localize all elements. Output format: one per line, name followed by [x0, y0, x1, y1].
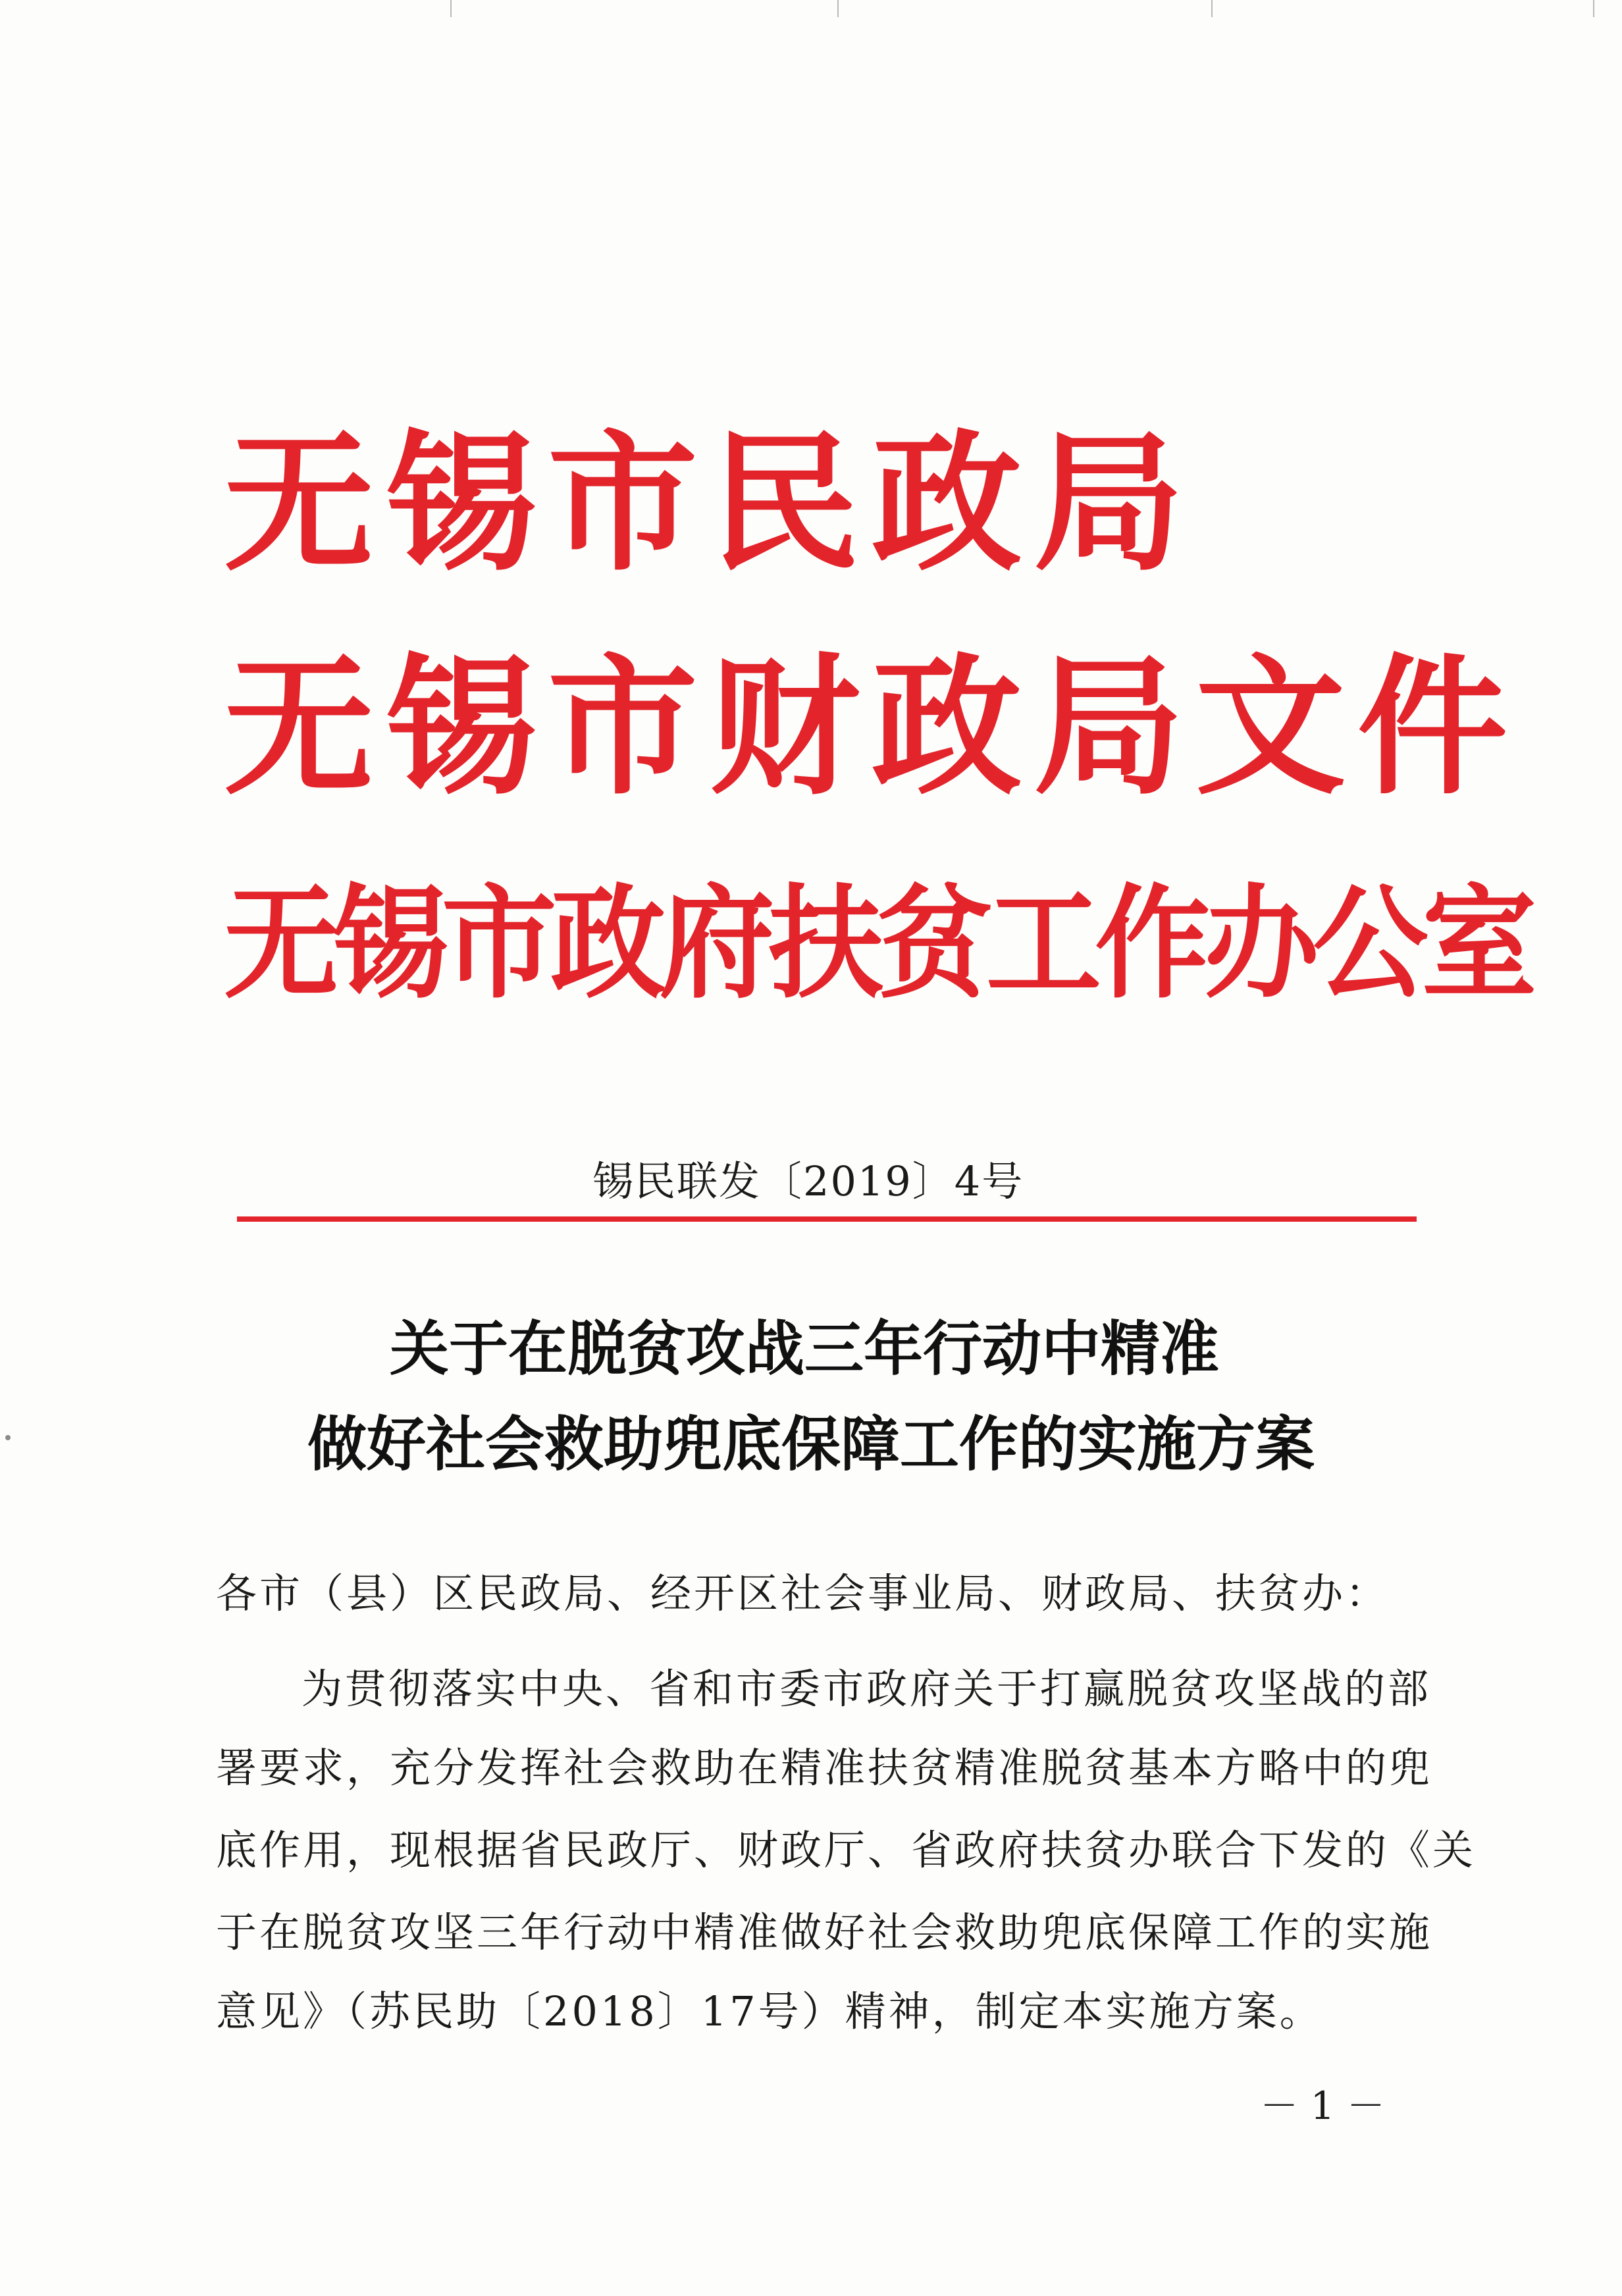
issuer-poverty-alleviation-office: 无锡市政府扶贫工作办公室 [224, 871, 1531, 1015]
crop-mark [837, 0, 839, 17]
body-line: 于在脱贫攻坚三年行动中精准做好社会救助兜底保障工作的实施 [216, 1908, 1433, 1956]
document-title-line-1: 关于在脱贫攻战三年行动中精准 [390, 1315, 1219, 1384]
body-line: 底作用，现根据省民政厅、财政厅、省政府扶贫办联合下发的《关 [216, 1826, 1477, 1874]
issuer-civil-affairs-bureau: 无锡市民政局 [224, 415, 1195, 591]
crop-mark [450, 0, 452, 17]
document-number: 锡民联发〔2019〕4号 [592, 1157, 1024, 1205]
crop-mark [1593, 0, 1594, 17]
crop-mark [1211, 0, 1213, 17]
salutation: 各市（县）区民政局、经开区社会事业局、财政局、扶贫办： [216, 1569, 1390, 1617]
body-line: 为贯彻落实中央、省和市委市政府关于打赢脱贫攻坚战的部 [301, 1665, 1432, 1713]
body-line: 署要求，充分发挥社会救助在精准扶贫精准脱贫基本方略中的兜 [216, 1744, 1433, 1792]
red-separator-line [237, 1216, 1417, 1222]
issuer-finance-bureau-document: 无锡市财政局文件 [224, 639, 1519, 815]
document-title-line-2: 做好社会救助兜底保障工作的实施方案 [307, 1410, 1315, 1479]
page-number: － 1 － [1260, 2083, 1385, 2128]
body-line: 意见》（苏民助〔2018〕17号）精神，制定本实施方案。 [216, 1987, 1323, 2035]
